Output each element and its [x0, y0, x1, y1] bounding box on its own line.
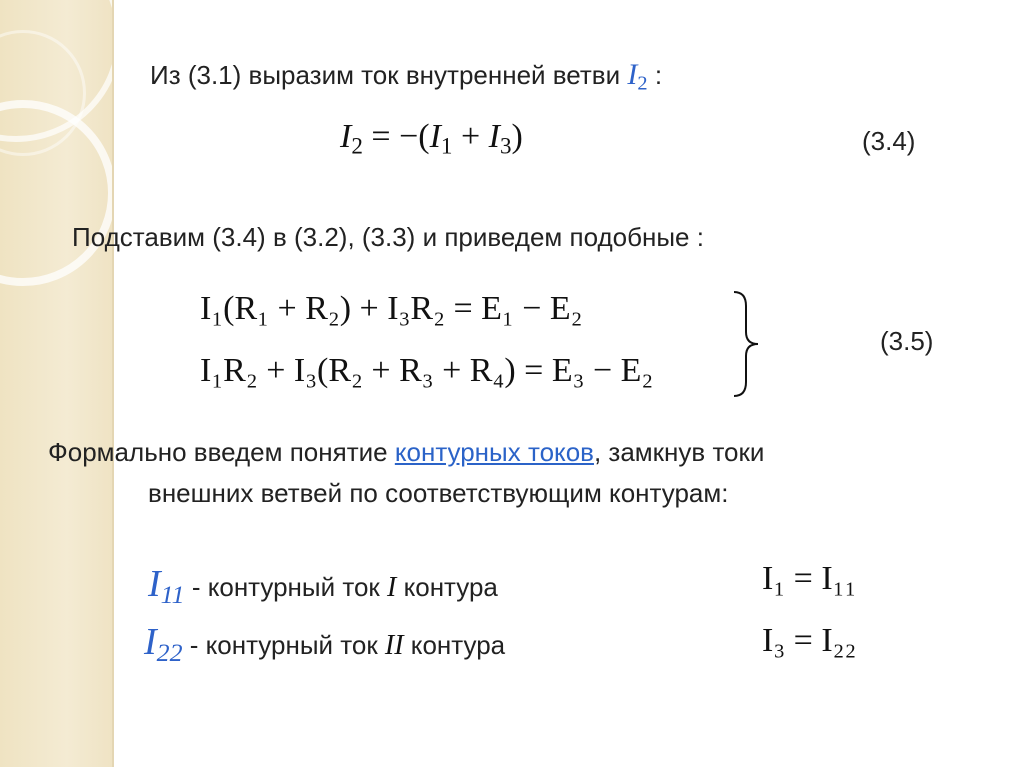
equation-i3-i22: I₃ = I₂₂: [762, 622, 857, 659]
equation-i1-i11: I₁ = I₁₁: [762, 560, 857, 597]
intro-text: Из (3.1) выразим ток внутренней ветви: [150, 60, 621, 90]
equation-3-4: $I_2 = -(I_1 + I_3)$: [340, 118, 523, 160]
equation-3-5-row-1: I₁(R₁ + R₂) + I₃R₂ = E₁ − E₂: [200, 290, 583, 327]
equation-number-3-4: (3.4): [862, 126, 916, 156]
substitute-line: Подставим (3.4) в (3.2), (3.3) и приведем подобные :: [72, 222, 704, 252]
definition-i11: $I_{11}$ - контурный ток I контура: [148, 563, 498, 610]
current-var-i2: $I_2$: [627, 58, 648, 95]
equation-number-3-5: (3.5): [880, 326, 934, 356]
loop-currents-paragraph-line-2: внешних ветвей по соответствующим контурам:: [148, 478, 729, 508]
loop-currents-paragraph-line-1: Формально введем понятие контурных токов, замкнув токи: [48, 437, 765, 467]
decorative-sidebar: [0, 0, 112, 767]
loop-currents-link[interactable]: контурных токов: [394, 437, 594, 467]
definition-i22: $I_{22}$ - контурный ток II контура: [144, 621, 506, 668]
intro-colon: :: [654, 60, 663, 90]
intro-line: [150, 58, 662, 96]
loop-current-var-i22: $I_{22}$: [144, 621, 183, 668]
right-brace-icon: [730, 288, 762, 400]
sidebar-divider: [112, 0, 114, 767]
equation-3-5-row-2: I₁R₂ + I₃(R₂ + R₃ + R₄) = E₃ − E₂: [200, 352, 654, 389]
loop-current-var-i11: $I_{11}$: [148, 563, 185, 610]
